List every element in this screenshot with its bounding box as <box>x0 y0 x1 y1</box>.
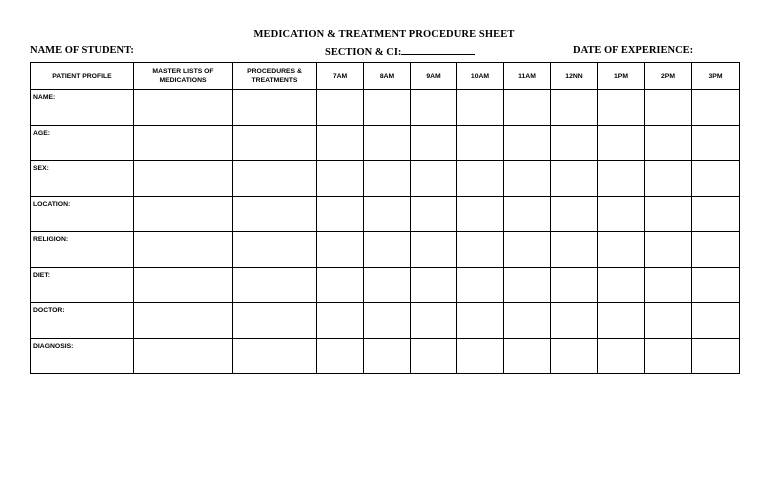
entry-cell[interactable] <box>504 196 551 232</box>
entry-cell[interactable] <box>692 125 740 161</box>
table-row <box>31 267 740 303</box>
entry-cell[interactable] <box>645 125 692 161</box>
table-row <box>31 196 740 232</box>
entry-cell[interactable] <box>134 196 233 232</box>
entry-cell[interactable] <box>457 338 504 374</box>
entry-cell[interactable] <box>317 232 364 268</box>
entry-cell[interactable] <box>692 303 740 339</box>
row-label: LOCATION: <box>33 200 71 208</box>
entry-cell[interactable] <box>598 303 645 339</box>
column-header: 12NN <box>551 63 598 90</box>
table-row <box>31 90 740 126</box>
entry-cell[interactable] <box>598 196 645 232</box>
entry-cell[interactable] <box>411 125 457 161</box>
entry-cell[interactable] <box>645 267 692 303</box>
column-header: 9AM <box>411 63 457 90</box>
row-label: DIET: <box>33 271 50 279</box>
entry-cell[interactable] <box>364 303 411 339</box>
entry-cell[interactable] <box>317 338 364 374</box>
column-header: PATIENT PROFILE <box>31 63 134 90</box>
row-label: AGE: <box>33 129 50 137</box>
row-label-cell <box>31 303 134 339</box>
entry-cell[interactable] <box>233 232 317 268</box>
entry-cell[interactable] <box>598 338 645 374</box>
entry-cell[interactable] <box>692 338 740 374</box>
entry-cell[interactable] <box>411 196 457 232</box>
entry-cell[interactable] <box>692 267 740 303</box>
procedure-table <box>30 62 740 374</box>
section-ci-label: SECTION & CI: <box>325 47 402 58</box>
entry-cell[interactable] <box>233 161 317 197</box>
entry-cell[interactable] <box>411 161 457 197</box>
row-label-cell <box>31 161 134 197</box>
entry-cell[interactable] <box>645 303 692 339</box>
column-header: 1PM <box>598 63 645 90</box>
table-row <box>31 125 740 161</box>
entry-cell[interactable] <box>134 232 233 268</box>
entry-cell[interactable] <box>692 196 740 232</box>
entry-cell[interactable] <box>598 161 645 197</box>
section-ci-field <box>325 45 475 58</box>
entry-cell[interactable] <box>317 125 364 161</box>
entry-cell[interactable] <box>134 338 233 374</box>
entry-cell[interactable] <box>645 90 692 126</box>
sheet-title: MEDICATION & TREATMENT PROCEDURE SHEET <box>253 29 515 40</box>
entry-cell[interactable] <box>317 161 364 197</box>
date-of-experience-label: DATE OF EXPERIENCE: <box>573 45 694 56</box>
entry-cell[interactable] <box>233 303 317 339</box>
column-header: 11AM <box>504 63 551 90</box>
entry-cell[interactable] <box>411 303 457 339</box>
entry-cell[interactable] <box>598 90 645 126</box>
entry-cell[interactable] <box>504 267 551 303</box>
entry-cell[interactable] <box>598 125 645 161</box>
row-label-cell <box>31 90 134 126</box>
entry-cell[interactable] <box>551 196 598 232</box>
entry-cell[interactable] <box>134 125 233 161</box>
entry-cell[interactable] <box>645 196 692 232</box>
entry-cell[interactable] <box>645 338 692 374</box>
row-label-cell <box>31 338 134 374</box>
entry-cell[interactable] <box>645 232 692 268</box>
row-label: SEX: <box>33 165 49 172</box>
entry-cell[interactable] <box>504 232 551 268</box>
entry-cell[interactable] <box>411 232 457 268</box>
entry-cell[interactable] <box>364 125 411 161</box>
entry-cell[interactable] <box>411 267 457 303</box>
entry-cell[interactable] <box>598 232 645 268</box>
entry-cell[interactable] <box>692 232 740 268</box>
entry-cell[interactable] <box>364 161 411 197</box>
row-label-cell <box>31 232 134 268</box>
entry-cell[interactable] <box>551 161 598 197</box>
entry-cell[interactable] <box>457 267 504 303</box>
entry-cell[interactable] <box>364 196 411 232</box>
row-label: RELIGION: <box>33 236 69 243</box>
section-ci-blank-line <box>401 45 475 55</box>
entry-cell[interactable] <box>317 90 364 126</box>
entry-cell[interactable] <box>364 232 411 268</box>
entry-cell[interactable] <box>504 90 551 126</box>
column-header: 2PM <box>645 63 692 90</box>
column-header: 10AM <box>457 63 504 90</box>
entry-cell[interactable] <box>134 90 233 126</box>
entry-cell[interactable] <box>233 196 317 232</box>
entry-cell[interactable] <box>317 303 364 339</box>
table-header-row <box>31 63 740 90</box>
entry-cell[interactable] <box>551 90 598 126</box>
entry-cell[interactable] <box>457 196 504 232</box>
entry-cell[interactable] <box>364 267 411 303</box>
name-of-student-label: NAME OF STUDENT: <box>30 45 134 56</box>
entry-cell[interactable] <box>692 90 740 126</box>
entry-cell[interactable] <box>457 90 504 126</box>
entry-cell[interactable] <box>411 338 457 374</box>
entry-cell[interactable] <box>233 267 317 303</box>
entry-cell[interactable] <box>504 303 551 339</box>
entry-cell[interactable] <box>364 338 411 374</box>
column-header: 8AM <box>364 63 411 90</box>
column-header: PROCEDURES & TREATMENTS <box>233 63 317 90</box>
entry-cell[interactable] <box>364 90 411 126</box>
entry-cell[interactable] <box>457 232 504 268</box>
column-header: 3PM <box>692 63 740 90</box>
entry-cell[interactable] <box>551 125 598 161</box>
entry-cell[interactable] <box>504 125 551 161</box>
entry-cell[interactable] <box>598 267 645 303</box>
entry-cell[interactable] <box>692 161 740 197</box>
entry-cell[interactable] <box>645 161 692 197</box>
column-header: 7AM <box>317 63 364 90</box>
entry-cell[interactable] <box>411 90 457 126</box>
table-row <box>31 338 740 374</box>
entry-cell[interactable] <box>134 161 233 197</box>
entry-cell[interactable] <box>457 125 504 161</box>
table-row <box>31 303 740 339</box>
entry-cell[interactable] <box>504 338 551 374</box>
row-label: NAME: <box>33 94 56 101</box>
entry-cell[interactable] <box>504 161 551 197</box>
entry-cell[interactable] <box>551 338 598 374</box>
entry-cell[interactable] <box>317 267 364 303</box>
entry-cell[interactable] <box>233 125 317 161</box>
entry-cell[interactable] <box>551 303 598 339</box>
entry-cell[interactable] <box>134 303 233 339</box>
row-label-cell <box>31 196 134 232</box>
column-header: MASTER LISTS OF MEDICATIONS <box>134 63 233 90</box>
table-row <box>31 232 740 268</box>
entry-cell[interactable] <box>457 161 504 197</box>
entry-cell[interactable] <box>457 303 504 339</box>
entry-cell[interactable] <box>233 338 317 374</box>
entry-cell[interactable] <box>233 90 317 126</box>
row-label: DOCTOR: <box>33 307 65 314</box>
row-label-cell <box>31 125 134 161</box>
table-row <box>31 161 740 197</box>
row-label-cell <box>31 267 134 303</box>
entry-cell[interactable] <box>134 267 233 303</box>
entry-cell[interactable] <box>551 267 598 303</box>
entry-cell[interactable] <box>551 232 598 268</box>
row-label: DIAGNOSIS: <box>33 342 74 350</box>
entry-cell[interactable] <box>317 196 364 232</box>
